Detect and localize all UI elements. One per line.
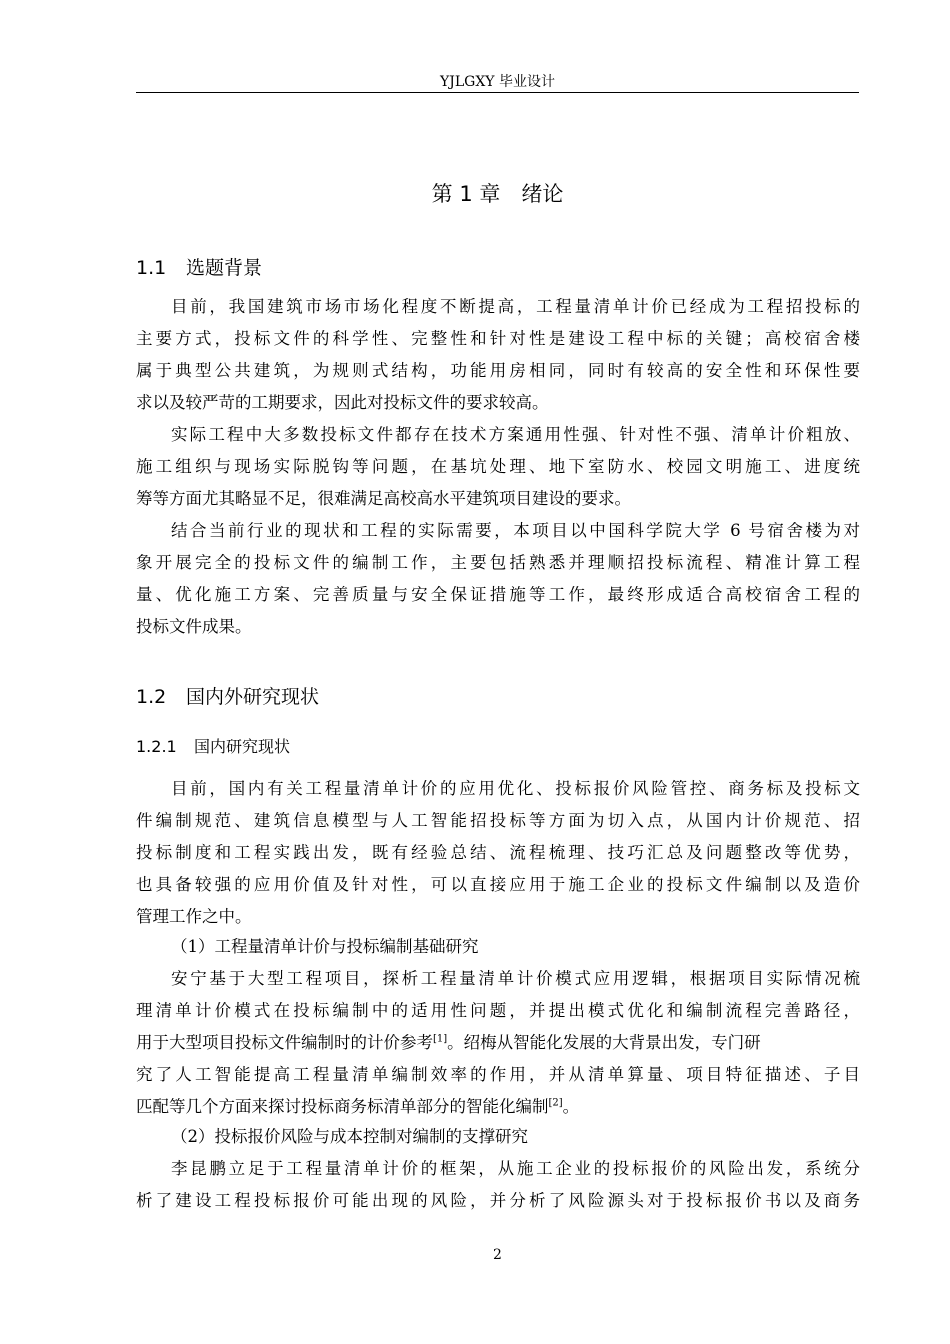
section-number: 1.2 bbox=[136, 686, 167, 708]
citation-ref[interactable]: [1] bbox=[433, 1033, 448, 1045]
section-heading-1-1 bbox=[136, 255, 262, 281]
paragraph-line: 投标文件成果。 bbox=[136, 617, 252, 636]
paragraph-line: 理清单计价模式在投标编制中的适用性问题，并提出模式优化和编制流程完善路径， bbox=[136, 1001, 860, 1020]
section-number: 1.1 bbox=[136, 257, 167, 279]
citation-ref[interactable]: [2] bbox=[548, 1097, 563, 1109]
text-segment: 。 bbox=[562, 1097, 580, 1116]
paragraph-line: 量、优化施工方案、完善质量与安全保证措施等工作，最终形成适合高校宿舍工程的 bbox=[136, 585, 860, 604]
paragraph-line: 究了人工智能提高工程量清单编制效率的作用，并从清单算量、项目特征描述、子目 bbox=[136, 1065, 860, 1084]
text-segment: 用于大型项目投标文件编制时的计价参考 bbox=[136, 1033, 433, 1052]
paragraph-line: 求以及较严苛的工期要求，因此对投标文件的要求较高。 bbox=[136, 393, 549, 412]
paragraph-line: 主要方式，投标文件的科学性、完整性和针对性是建设工程中标的关键；高校宿舍楼 bbox=[136, 329, 860, 348]
subsection-title: 国内研究现状 bbox=[194, 737, 291, 756]
item-heading: （1）工程量清单计价与投标编制基础研究 bbox=[171, 937, 479, 956]
subsection-heading-1-2-1 bbox=[136, 736, 290, 758]
paragraph-line: 属于典型公共建筑，为规则式结构，功能用房相同，同时有较高的安全性和环保性要 bbox=[136, 361, 860, 380]
paragraph-line: 实际工程中大多数投标文件都存在技术方案通用性强、针对性不强、清单计价粗放、 bbox=[171, 425, 860, 444]
text-segment: 匹配等几个方面来探讨投标商务标清单部分的智能化编制 bbox=[136, 1097, 549, 1116]
page-header: YJLGXY 毕业设计 bbox=[440, 74, 555, 90]
section-title: 国内外研究现状 bbox=[186, 686, 320, 708]
paragraph-line: 筹等方面尤其略显不足，很难满足高校高水平建筑项目建设的要求。 bbox=[136, 489, 631, 508]
paragraph-line: 析了建设工程投标报价可能出现的风险，并分析了风险源头对于投标报价书以及商务 bbox=[136, 1191, 860, 1210]
paragraph-line: 也具备较强的应用价值及针对性，可以直接应用于施工企业的投标文件编制以及造价 bbox=[136, 875, 860, 894]
paragraph-line: 件编制规范、建筑信息模型与人工智能招投标等方面为切入点，从国内计价规范、招 bbox=[136, 811, 860, 830]
paragraph-line: 目前，国内有关工程量清单计价的应用优化、投标报价风险管控、商务标及投标文 bbox=[171, 779, 860, 798]
chapter-title: 第 1 章 绪论 bbox=[431, 182, 564, 206]
paragraph-line: 施工组织与现场实际脱钩等问题，在基坑处理、地下室防水、校园文明施工、进度统 bbox=[136, 457, 860, 476]
section-title: 选题背景 bbox=[186, 257, 263, 279]
paragraph-line: 目前，我国建筑市场市场化程度不断提高，工程量清单计价已经成为工程招投标的 bbox=[171, 297, 860, 316]
paragraph-line bbox=[136, 1092, 860, 1122]
header-rule bbox=[136, 92, 859, 93]
paragraph-line: 象开展完全的投标文件的编制工作，主要包括熟悉并理顺招投标流程、精准计算工程 bbox=[136, 553, 860, 572]
text-segment: 。绍梅从智能化发展的大背景出发，专门研 bbox=[447, 1033, 761, 1052]
paragraph-line: 投标制度和工程实践出发，既有经验总结、流程梳理、技巧汇总及问题整改等优势， bbox=[136, 843, 860, 862]
paragraph-line: 安宁基于大型工程项目，探析工程量清单计价模式应用逻辑，根据项目实际情况梳 bbox=[171, 969, 860, 988]
page-number: 2 bbox=[493, 1247, 502, 1263]
item-heading: （2）投标报价风险与成本控制对编制的支撑研究 bbox=[171, 1127, 528, 1146]
paragraph-line bbox=[136, 1028, 860, 1058]
paragraph-line: 结合当前行业的现状和工程的实际需要，本项目以中国科学院大学 6 号宿舍楼为对 bbox=[171, 521, 860, 540]
paragraph-line: 李昆鹏立足于工程量清单计价的框架，从施工企业的投标报价的风险出发，系统分 bbox=[171, 1159, 860, 1178]
subsection-number: 1.2.1 bbox=[136, 737, 177, 756]
section-heading-1-2 bbox=[136, 684, 319, 710]
paragraph-line: 管理工作之中。 bbox=[136, 907, 252, 926]
